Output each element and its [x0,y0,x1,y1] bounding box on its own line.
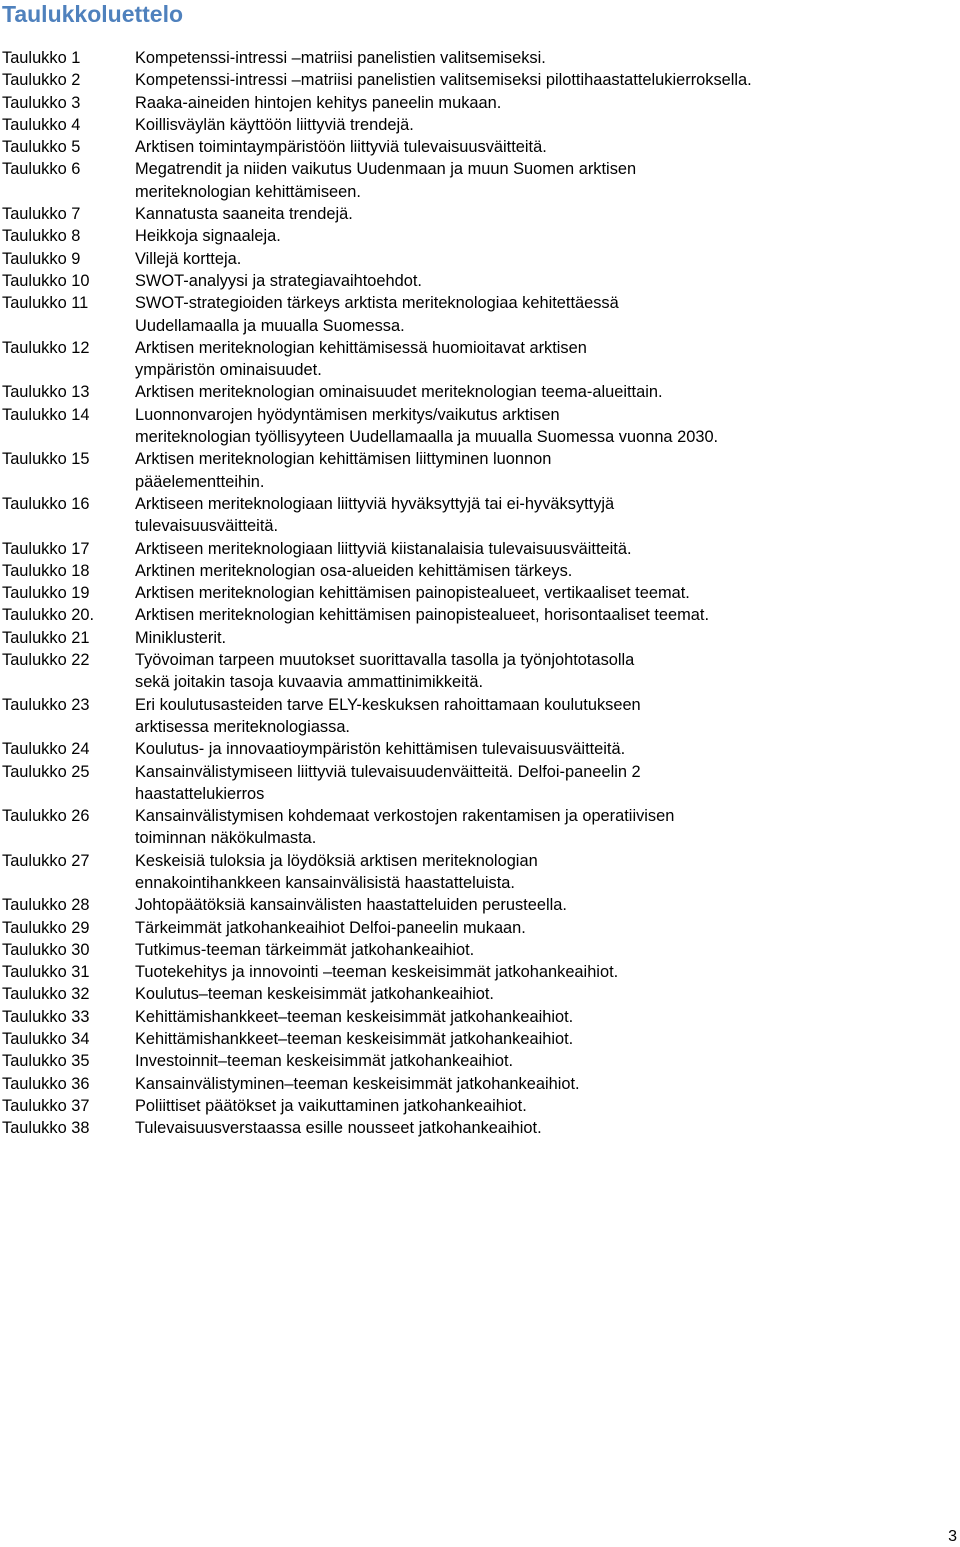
table-number-label: Taulukko 20. [2,606,95,625]
table-caption: Koulutus–teeman keskeisimmät jatkohankeaihiot. [135,985,494,1004]
list-item [2,69,882,91]
table-caption: Kansainvälistymiseen liittyviä tulevaisuudenväitteitä. Delfoi-paneelin 2 haastattelukierros [135,762,641,803]
table-caption: Kompetenssi-intressi –matriisi panelistien valitsemiseksi. [135,49,546,67]
table-caption: Raaka-aineiden hintojen kehitys paneelin mukaan. [135,93,502,112]
list-item [2,92,882,114]
table-number-label: Taulukko 36 [2,1074,90,1093]
table-number-label: Taulukko 9 [2,249,81,268]
table-number-label: Taulukko 32 [2,985,90,1004]
table-caption: Eri koulutusasteiden tarve ELY-keskuksen rahoittamaan koulutukseen arktisessa meriteknologiassa. [135,695,641,736]
table-number-label: Taulukko 3 [2,93,81,112]
list-item [2,1073,882,1095]
table-number-label: Taulukko 27 [2,851,90,870]
list-item [2,1095,882,1117]
table-caption: Kansainvälistyminen–teeman keskeisimmät jatkohankeaihiot. [135,1074,580,1093]
page-number: 3 [948,1528,957,1545]
list-item [2,850,882,895]
table-caption: Keskeisiä tuloksia ja löydöksiä arktisen meriteknologian ennakointihankkeen kansainvälisistä haastatteluista. [135,851,538,892]
table-number-label: Taulukko 29 [2,918,90,937]
table-number-label: Taulukko 15 [2,450,90,469]
table-number-label: Taulukko 1 [2,49,81,67]
table-number-label: Taulukko 17 [2,539,90,558]
list-item [2,1050,882,1072]
list-item [2,939,882,961]
table-caption: Kansainvälistymisen kohdemaat verkostojen rakentamisen ja operatiivisen toiminnan näkökulmasta. [135,807,675,848]
list-item [2,604,882,626]
table-number-label: Taulukko 35 [2,1052,90,1071]
list-item [2,381,882,403]
table-of-tables-list [2,47,882,1140]
table-caption: Arktisen meriteknologian ominaisuudet meriteknologian teema-alueittain. [135,383,663,402]
table-number-label: Taulukko 18 [2,561,90,580]
list-item [2,203,882,225]
table-number-label: Taulukko 22 [2,651,90,670]
list-item [2,337,882,382]
list-item [2,805,882,850]
table-caption: Koulutus- ja innovaatioympäristön kehittämisen tulevaisuusväitteitä. [135,740,626,759]
list-item [2,1117,882,1139]
table-caption: Heikkoja signaaleja. [135,227,281,246]
list-item [2,1028,882,1050]
table-caption: Villejä kortteja. [135,249,242,268]
table-caption: Johtopäätöksiä kansainvälisten haastatteluiden perusteella. [135,896,567,915]
list-item [2,761,882,806]
table-number-label: Taulukko 6 [2,160,81,179]
table-number-label: Taulukko 16 [2,494,90,513]
list-item [2,292,882,337]
list-item [2,560,882,582]
table-number-label: Taulukko 5 [2,138,81,157]
table-caption: Kompetenssi-intressi –matriisi panelistien valitsemiseksi pilottihaastattelukierroksella. [135,71,752,90]
list-item [2,248,882,270]
table-number-label: Taulukko 21 [2,628,90,647]
table-caption: Arktinen meriteknologian osa-alueiden kehittämisen tärkeys. [135,561,573,580]
table-caption: Kannatusta saaneita trendejä. [135,205,353,224]
list-item [2,225,882,247]
table-caption: Arktisen toimintaympäristöön liittyviä tulevaisuusväitteitä. [135,138,547,157]
table-caption: Arktisen meriteknologian kehittämisen liittyminen luonnon pääelementteihin. [135,450,552,491]
table-caption: Tärkeimmät jatkohankeaihiot Delfoi-paneelin mukaan. [135,918,526,937]
table-number-label: Taulukko 38 [2,1119,90,1138]
table-number-label: Taulukko 10 [2,271,90,290]
table-caption: Miniklusterit. [135,628,227,647]
list-item [2,538,882,560]
table-caption: Kehittämishankkeet–teeman keskeisimmät jatkohankeaihiot. [135,1007,574,1026]
list-item [2,627,882,649]
table-caption: Luonnonvarojen hyödyntämisen merkitys/vaikutus arktisen meriteknologian työllisyyteen Uudellamaalla ja muualla Suomessa vuonna 2030. [135,405,719,447]
table-caption: Työvoiman tarpeen muutokset suorittavalla tasolla ja työnjohtotasolla sekä joitakin tasoja kuvaavia ammattinimikkeitä. [135,651,635,692]
table-caption: Kehittämishankkeet–teeman keskeisimmät jatkohankeaihiot. [135,1030,574,1049]
list-item [2,961,882,983]
table-number-label: Taulukko 11 [2,294,89,313]
list-item [2,983,882,1005]
table-number-label: Taulukko 25 [2,762,90,781]
table-caption: Arktiseen meriteknologiaan liittyviä kiistanalaisia tulevaisuusväitteitä. [135,539,632,558]
list-item [2,1006,882,1028]
list-item [2,917,882,939]
list-item [2,158,882,203]
table-caption: Arktisen meriteknologian kehittämisessä huomioitavat arktisen ympäristön ominaisuudet. [135,338,587,380]
table-caption: Arktisen meriteknologian kehittämisen painopistealueet, horisontaaliset teemat. [135,606,709,625]
table-caption: SWOT-strategioiden tärkeys arktista meriteknologiaa kehitettäessä Uudellamaalla ja muualla Suomessa. [135,294,619,335]
list-item [2,404,882,449]
table-caption: SWOT-analyysi ja strategiavaihtoehdot. [135,271,422,290]
list-item [2,47,882,69]
table-number-label: Taulukko 24 [2,740,90,759]
list-item [2,270,882,292]
list-item [2,738,882,760]
table-caption: Tutkimus-teeman tärkeimmät jatkohankeaihiot. [135,940,475,959]
table-number-label: Taulukko 7 [2,205,81,224]
table-caption: Poliittiset päätökset ja vaikuttaminen jatkohankeaihiot. [135,1096,527,1115]
table-number-label: Taulukko 14 [2,405,90,424]
page-title: Taulukkoluettelo [2,1,184,27]
list-item [2,136,882,158]
list-item [2,649,882,694]
list-item [2,493,882,538]
table-number-label: Taulukko 23 [2,695,90,714]
list-item [2,694,882,739]
table-number-label: Taulukko 37 [2,1096,90,1115]
table-number-label: Taulukko 30 [2,940,90,959]
list-item [2,114,882,136]
table-number-label: Taulukko 2 [2,71,81,90]
table-caption: Tulevaisuusverstaassa esille nousseet jatkohankeaihiot. [135,1119,542,1138]
table-number-label: Taulukko 33 [2,1007,90,1026]
table-number-label: Taulukko 28 [2,896,90,915]
table-caption: Arktisen meriteknologian kehittämisen painopistealueet, vertikaaliset teemat. [135,584,690,603]
list-item [2,582,882,604]
table-caption: Koillisväylän käyttöön liittyviä trendejä. [135,115,414,134]
table-number-label: Taulukko 19 [2,584,90,603]
table-caption: Arktiseen meriteknologiaan liittyviä hyväksyttyjä tai ei-hyväksyttyjä tulevaisuusväitteitä. [135,494,615,536]
table-caption: Tuotekehitys ja innovointi –teeman keskeisimmät jatkohankeaihiot. [135,963,619,982]
table-caption: Investoinnit–teeman keskeisimmät jatkohankeaihiot. [135,1052,514,1071]
table-number-label: Taulukko 34 [2,1030,90,1049]
list-item [2,894,882,916]
table-number-label: Taulukko 26 [2,807,90,826]
list-item [2,448,882,493]
table-number-label: Taulukko 13 [2,383,90,402]
table-number-label: Taulukko 12 [2,338,90,357]
table-number-label: Taulukko 4 [2,115,81,134]
table-number-label: Taulukko 31 [2,963,90,982]
table-caption: Megatrendit ja niiden vaikutus Uudenmaan ja muun Suomen arktisen meriteknologian kehittämiseen. [135,160,637,201]
table-number-label: Taulukko 8 [2,227,81,246]
